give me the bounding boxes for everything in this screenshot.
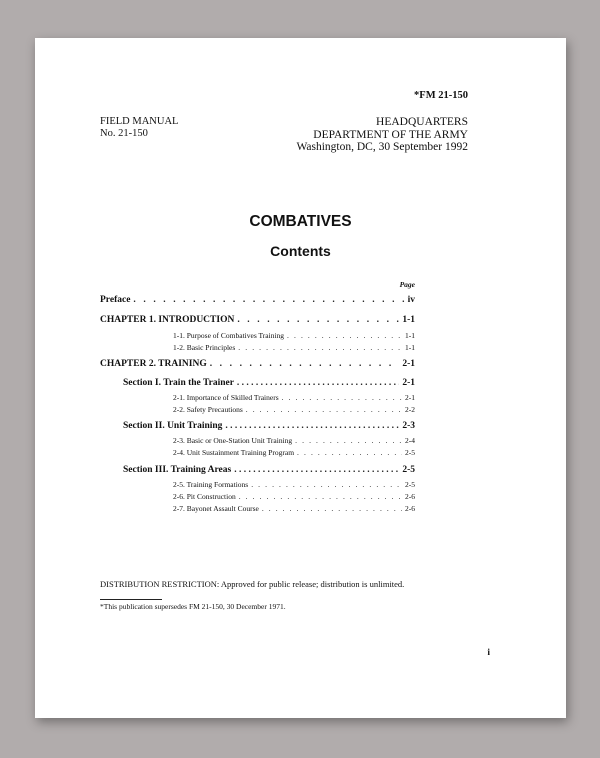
toc-label: 2-6. Pit Construction (173, 492, 236, 501)
toc-entry-section-3[interactable] (123, 465, 415, 475)
toc-entry-2-7[interactable] (173, 504, 415, 513)
toc-leader (234, 465, 399, 475)
toc-label: Section I. Train the Trainer (123, 378, 234, 388)
document-title: COMBATIVES (249, 213, 352, 230)
toc-leader (282, 393, 402, 402)
toc-entry-2-3[interactable] (173, 436, 415, 445)
field-manual-label: FIELD MANUAL (100, 116, 179, 127)
toc-entry-1-2[interactable] (173, 343, 415, 352)
toc-label: 2-3. Basic or One-Station Unit Training (173, 436, 293, 445)
toc-label: 2-5. Training Formations (173, 480, 249, 489)
toc-leader (295, 436, 402, 445)
toc-page: 2-1 (402, 378, 415, 388)
toc-leader (133, 295, 404, 305)
date-line: Washington, DC, 30 September 1992 (296, 141, 468, 153)
page-number: i (487, 648, 490, 658)
toc-label: CHAPTER 2. TRAINING (100, 359, 207, 369)
supersedes-footnote: *This publication supersedes FM 21-150, 30 December 1971. (100, 602, 286, 611)
toc-page: 2-5 (405, 448, 415, 457)
document-page (35, 38, 566, 718)
toc-page: 2-6 (405, 492, 415, 501)
footnote-divider (100, 599, 162, 600)
toc-leader (225, 421, 399, 431)
toc-leader (251, 480, 402, 489)
toc-label: CHAPTER 1. INTRODUCTION (100, 315, 235, 325)
toc-label: 2-1. Importance of Skilled Trainers (173, 393, 279, 402)
department-line: DEPARTMENT OF THE ARMY (313, 128, 468, 141)
toc-label: 2-4. Unit Sustainment Training Program (173, 448, 295, 457)
toc-leader (238, 343, 402, 352)
toc-label: 2-2. Safety Precautions (173, 405, 243, 414)
hq-line: HEADQUARTERS (376, 116, 468, 128)
toc-page: 2-6 (405, 504, 415, 513)
toc-page: 2-5 (405, 480, 415, 489)
toc-label: Preface (100, 295, 131, 305)
toc-label: 1-1. Purpose of Combatives Training (173, 331, 285, 340)
toc-entry-chapter-1[interactable] (100, 315, 415, 325)
page-column-label: Page (399, 280, 415, 289)
toc-page: 1-1 (405, 331, 415, 340)
toc-label: 2-7. Bayonet Assault Course (173, 504, 259, 513)
fm-number: *FM 21-150 (414, 90, 468, 101)
toc-entry-2-1[interactable] (173, 393, 415, 402)
toc-page: iv (407, 295, 415, 305)
toc-page: 2-5 (402, 465, 415, 475)
toc-page: 2-1 (405, 393, 415, 402)
toc-entry-section-2[interactable] (123, 421, 415, 431)
toc-page: 1-1 (402, 315, 415, 325)
distribution-restriction: DISTRIBUTION RESTRICTION: Approved for public release; distribution is unlimited. (100, 579, 405, 589)
toc-entry-chapter-2[interactable] (100, 359, 415, 369)
toc-page: 2-2 (405, 405, 415, 414)
toc-page: 2-1 (402, 359, 415, 369)
toc-entry-2-2[interactable] (173, 405, 415, 414)
toc-entry-2-6[interactable] (173, 492, 415, 501)
toc-leader (237, 378, 399, 388)
toc-label: Section II. Unit Training (123, 421, 223, 431)
toc-page: 2-3 (402, 421, 415, 431)
toc-leader (210, 359, 400, 369)
toc-page: 1-1 (405, 343, 415, 352)
toc-entry-1-1[interactable] (173, 331, 415, 340)
toc-leader (239, 492, 402, 501)
toc-leader (287, 331, 402, 340)
toc-leader (262, 504, 402, 513)
toc-leader (237, 315, 399, 325)
toc-label: Section III. Training Areas (123, 465, 232, 475)
toc-entry-2-5[interactable] (173, 480, 415, 489)
toc-leader (246, 405, 402, 414)
field-manual-number: No. 21-150 (100, 128, 148, 139)
contents-heading: Contents (270, 243, 331, 259)
toc-entry-preface[interactable] (100, 295, 415, 305)
toc-page: 2-4 (405, 436, 415, 445)
toc-entry-section-1[interactable] (123, 378, 415, 388)
field-manual-block (100, 116, 178, 140)
toc-leader (297, 448, 402, 457)
headquarters-block (296, 116, 468, 154)
toc-label: 1-2. Basic Principles (173, 343, 236, 352)
toc-entry-2-4[interactable] (173, 448, 415, 457)
